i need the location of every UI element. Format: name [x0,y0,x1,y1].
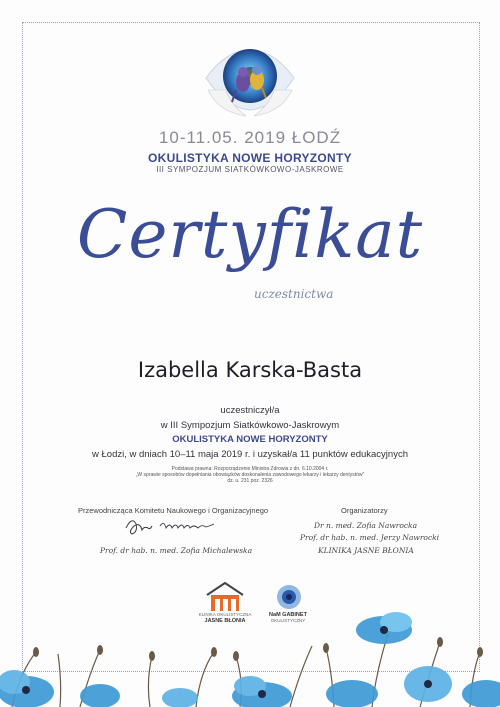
clinic-logo-icon [203,581,247,613]
cabinet-logo-sub: OKULISTYCZNY [270,618,306,623]
event-subtitle: III SYMPOZJUM SIATKÓWKOWO-JASKROWE [156,165,344,174]
right-signature-heading: Organizatorzy [341,506,388,515]
event-name: OKULISTYKA NOWE HORYZONTY [148,151,352,165]
right-signature-name-1: Dr n. med. Zofia Nawrocka [314,521,418,530]
event-date-place: 10-11.05. 2019 ŁODŹ [158,128,342,147]
cabinet-logo-name: NaM GABINET [269,612,307,618]
cabinet-logo-icon [276,584,302,610]
participant-name: Izabella Karska-Basta [137,358,363,382]
eye-birds-logo [196,32,304,122]
legal-line-3: dz. u. 231 poz. 2326 [227,478,273,484]
body-line-1: uczestniczył/a [220,405,280,416]
body-line-3: OKULISTYKA NOWE HORYZONTY [172,434,328,445]
body-line-4: w Łodzi, w dniach 10–11 maja 2019 r. i uzyskał/a 11 punktów edukacyjnych [92,449,408,460]
legal-line-2: „W sprawie sposobów dopełniania obowiązków doskonalenia zawodowego lekarzy i lekarzy dentystów" [135,472,365,478]
legal-line-1: Podstawa prawna: Rozporządzenie Ministra Zdrowia z dn. 6.10.2004 r. [171,466,329,472]
blue-poppies-decoration [0,612,500,707]
handwritten-signature [122,514,218,538]
certificate-title: Certyfikat [76,196,424,273]
left-signature-name: Prof. dr hab. n. med. Zofia Michalewska [100,546,253,555]
right-signature-name-2: Prof. dr hab. n. med. Jerzy Nawrocki [300,533,440,542]
clinic-logo-name: JASNE BŁONIA [204,618,246,624]
body-line-2: w III Sympozjum Siatkówkowo-Jaskrowym [160,420,340,431]
left-signature-heading: Przewodnicząca Komitetu Naukowego i Organizacyjnego [78,506,269,515]
certificate-subtitle: uczestnictwa [254,287,334,301]
clinic-logo-small-text: KLINIKA OKULISTYCZNA [198,612,252,617]
right-organization: KLINIKA JASNE BŁONIA [318,546,414,555]
